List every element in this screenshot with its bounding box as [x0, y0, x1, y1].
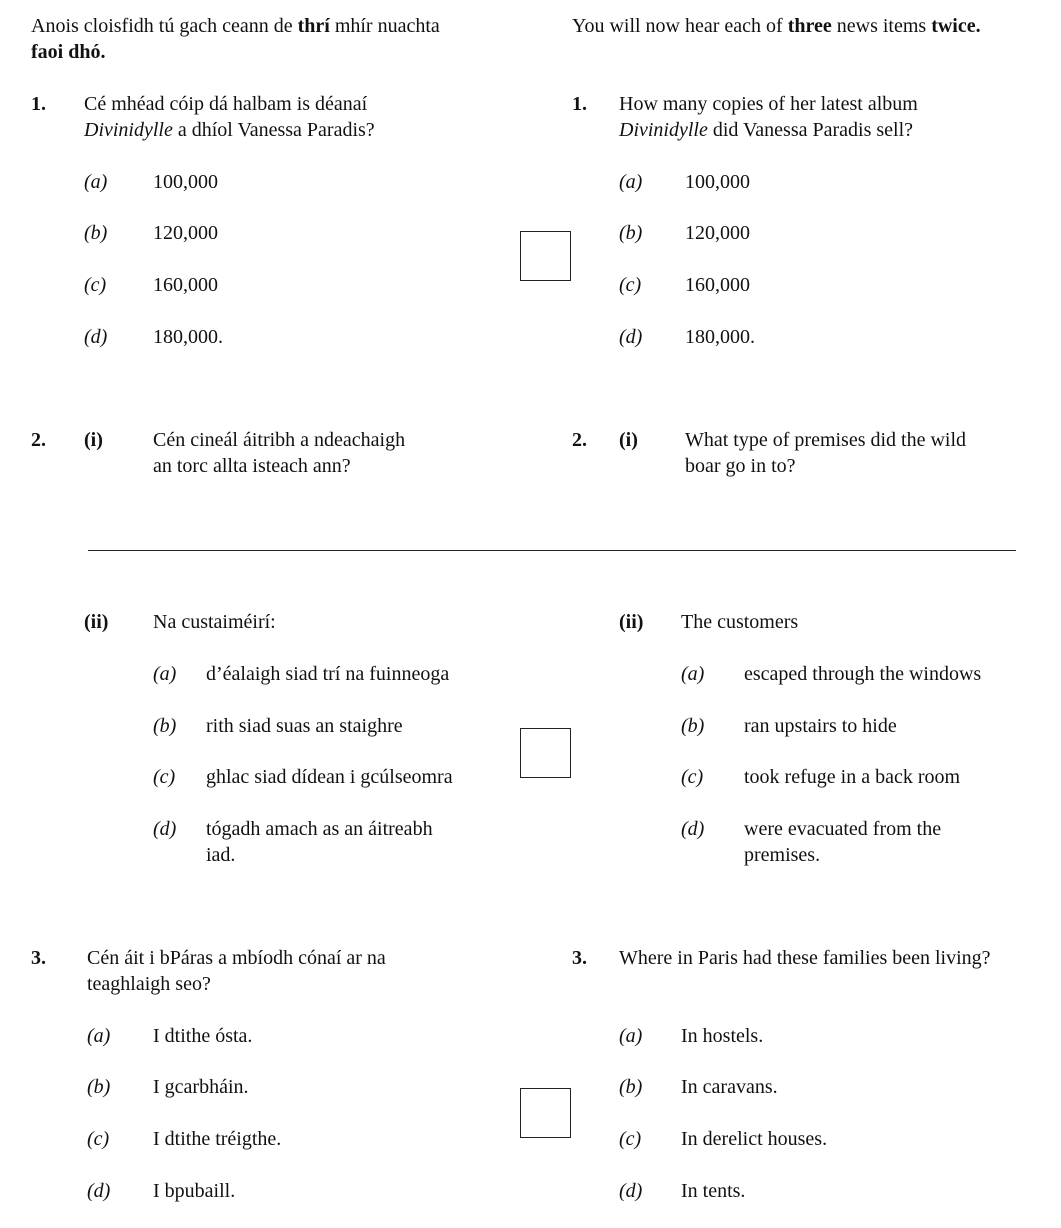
q2-option-b-letter-en: (b): [681, 715, 705, 737]
q2-option-d-english: were evacuated from the: [744, 818, 942, 840]
q2-option-b-letter: (b): [153, 715, 177, 737]
q3-option-b-irish: I gcarbháin.: [153, 1076, 249, 1098]
q2-part-i-english: (i): [619, 429, 638, 451]
q2-answer-box[interactable]: [520, 728, 571, 778]
q2-number-english: 2.: [572, 429, 587, 451]
q3-text-english: Where in Paris had these families been living?: [619, 947, 991, 969]
q3-option-a-letter: (a): [87, 1025, 111, 1047]
q2-ii-text-irish: Na custaiméirí:: [153, 611, 276, 633]
intro-english: You will now hear each of three news items twice.: [572, 15, 981, 37]
q2-option-d-letter: (d): [153, 818, 177, 840]
q2-ii-text-english: The customers: [681, 611, 799, 633]
q3-option-a-letter-en: (a): [619, 1025, 643, 1047]
q2-option-c-letter: (c): [153, 766, 176, 788]
q3-text-irish: Cén áit i bPáras a mbíodh cónaí ar na: [87, 947, 386, 969]
q1-option-b-irish: 120,000: [153, 222, 218, 244]
q1-option-a-letter-en: (a): [619, 171, 643, 193]
q2-part-ii-irish: (ii): [84, 611, 109, 633]
q3-option-a-english: In hostels.: [681, 1025, 764, 1047]
q2-option-d-letter-en: (d): [681, 818, 705, 840]
q3-option-b-letter: (b): [87, 1076, 111, 1098]
q1-number-english: 1.: [572, 93, 587, 115]
q3-option-a-irish: I dtithe ósta.: [153, 1025, 253, 1047]
q3-option-c-english: In derelict houses.: [681, 1128, 828, 1150]
q2-option-a-english: escaped through the windows: [744, 663, 982, 685]
q2-option-c-irish: ghlac siad dídean i gcúlseomra: [206, 766, 453, 788]
answer-line[interactable]: [88, 550, 1016, 551]
q2-option-a-letter: (a): [153, 663, 177, 685]
q2-part-ii-english: (ii): [619, 611, 644, 633]
q3-option-b-english: In caravans.: [681, 1076, 778, 1098]
q3-option-c-letter-en: (c): [619, 1128, 642, 1150]
q1-option-d-letter: (d): [84, 326, 108, 348]
q2-option-c-letter-en: (c): [681, 766, 704, 788]
q1-text-english: How many copies of her latest album: [619, 93, 918, 115]
q1-text-irish-line2: Divinidylle a dhíol Vanessa Paradis?: [84, 119, 375, 141]
q1-option-c-irish: 160,000: [153, 274, 218, 296]
q3-option-b-letter-en: (b): [619, 1076, 643, 1098]
q1-text-irish: Cé mhéad cóip dá halbam is déanaí: [84, 93, 368, 115]
q3-answer-box[interactable]: [520, 1088, 571, 1138]
q3-option-d-letter-en: (d): [619, 1180, 643, 1202]
q3-option-d-irish: I bpubaill.: [153, 1180, 236, 1202]
q3-number-english: 3.: [572, 947, 587, 969]
q2-option-d-english-line2: premises.: [744, 844, 821, 866]
q3-option-c-irish: I dtithe tréigthe.: [153, 1128, 282, 1150]
q1-option-b-letter-en: (b): [619, 222, 643, 244]
q2-option-b-english: ran upstairs to hide: [744, 715, 897, 737]
q1-option-c-english: 160,000: [685, 274, 750, 296]
q2-option-a-letter-en: (a): [681, 663, 705, 685]
q1-option-d-letter-en: (d): [619, 326, 643, 348]
q1-option-b-english: 120,000: [685, 222, 750, 244]
q2-i-text-irish: Cén cineál áitribh a ndeachaigh: [153, 429, 406, 451]
intro-irish: Anois cloisfidh tú gach ceann de thrí mhír nuachta: [31, 15, 440, 37]
intro-irish-line2: faoi dhó.: [31, 41, 106, 63]
q2-i-text-irish-line2: an torc allta isteach ann?: [153, 455, 351, 477]
q2-number-irish: 2.: [31, 429, 46, 451]
q2-option-d-irish: tógadh amach as an áitreabh: [206, 818, 433, 840]
q1-text-english-line2: Divinidylle did Vanessa Paradis sell?: [619, 119, 914, 141]
q1-option-b-letter: (b): [84, 222, 108, 244]
q1-option-a-irish: 100,000: [153, 171, 218, 193]
q2-part-i-irish: (i): [84, 429, 103, 451]
q1-option-a-letter: (a): [84, 171, 108, 193]
q1-option-c-letter: (c): [84, 274, 107, 296]
q3-option-d-english: In tents.: [681, 1180, 746, 1202]
q1-option-c-letter-en: (c): [619, 274, 642, 296]
q1-option-a-english: 100,000: [685, 171, 750, 193]
q3-option-c-letter: (c): [87, 1128, 110, 1150]
q2-i-text-english-line2: boar go in to?: [685, 455, 796, 477]
q1-option-d-english: 180,000.: [685, 326, 755, 348]
q2-option-b-irish: rith siad suas an staighre: [206, 715, 403, 737]
q1-number-irish: 1.: [31, 93, 46, 115]
q3-number-irish: 3.: [31, 947, 46, 969]
q3-text-irish-line2: teaghlaigh seo?: [87, 973, 211, 995]
q1-option-d-irish: 180,000.: [153, 326, 223, 348]
q2-option-a-irish: d’éalaigh siad trí na fuinneoga: [206, 663, 450, 685]
q3-option-d-letter: (d): [87, 1180, 111, 1202]
q2-option-c-english: took refuge in a back room: [744, 766, 961, 788]
q2-option-d-irish-line2: iad.: [206, 844, 236, 866]
q1-answer-box[interactable]: [520, 231, 571, 281]
q2-i-text-english: What type of premises did the wild: [685, 429, 967, 451]
